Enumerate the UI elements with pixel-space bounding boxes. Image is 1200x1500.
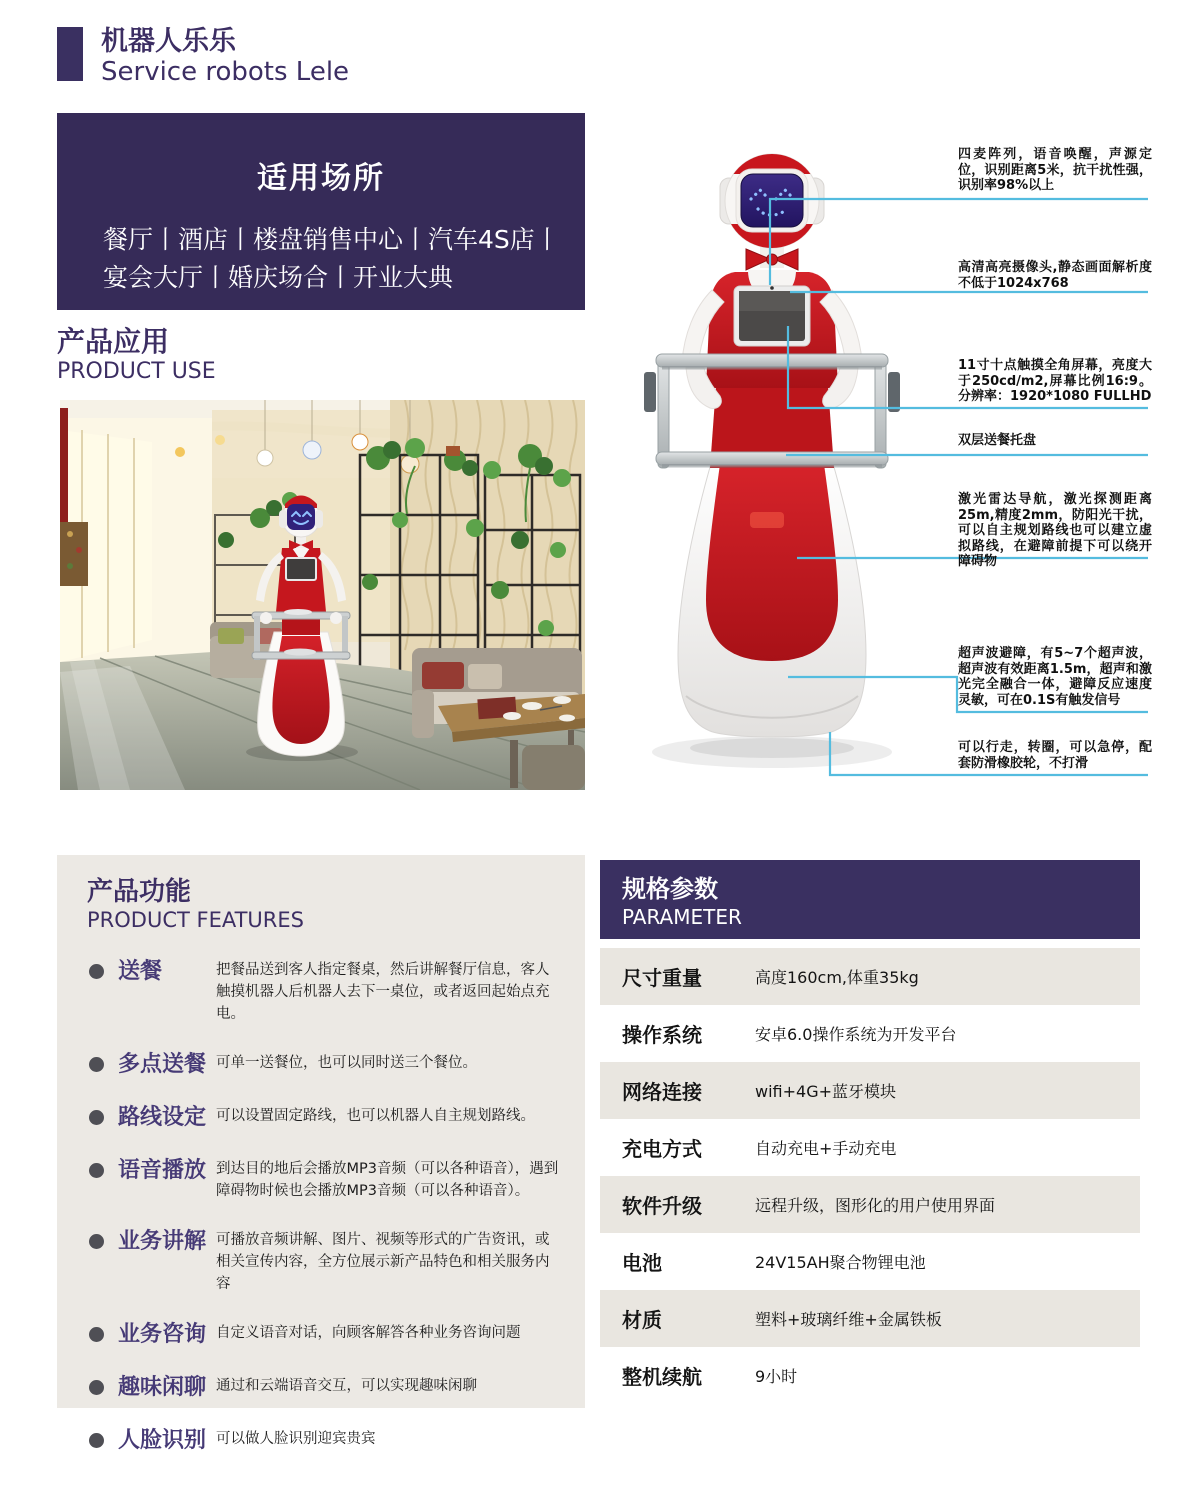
page-subtitle: Service robots Lele bbox=[101, 57, 350, 87]
param-label: 软件升级 bbox=[622, 1194, 702, 1218]
feature-item bbox=[87, 1105, 561, 1131]
table-row bbox=[600, 1233, 1140, 1290]
applicable-title: 适用场所 bbox=[257, 161, 385, 196]
parameters-title-en: PARAMETER bbox=[622, 905, 742, 929]
title-accent-bar bbox=[57, 27, 83, 81]
param-value: 远程升级，图形化的用户使用界面 bbox=[755, 1196, 996, 1215]
title-block bbox=[101, 27, 349, 87]
feature-desc: 通过和云端语音交互，可以实现趣味闲聊 bbox=[216, 1378, 477, 1394]
callout-wheels: 可以行走，转圈，可以急停，配套防滑橡胶轮，不打滑 bbox=[958, 740, 1152, 771]
feature-label: 人脸识别 bbox=[118, 1428, 207, 1453]
bullet-icon bbox=[89, 1327, 104, 1342]
feature-item bbox=[87, 1428, 561, 1454]
feature-desc: 可单一送餐位，也可以同时送三个餐位。 bbox=[216, 1055, 477, 1071]
bullet-icon bbox=[89, 964, 104, 979]
product-use-title-en: PRODUCT USE bbox=[57, 359, 216, 384]
feature-desc: 把餐品送到客人指定餐桌，然后讲解餐厅信息，客人触摸机器人后机器人去下一桌位，或者返回起始点充电。 bbox=[216, 962, 550, 1022]
feature-label: 路线设定 bbox=[118, 1105, 207, 1130]
feature-label: 送餐 bbox=[118, 959, 163, 984]
table-row bbox=[600, 1119, 1140, 1176]
bullet-icon bbox=[89, 1163, 104, 1178]
product-use-title-cn: 产品应用 bbox=[57, 325, 170, 358]
feature-desc: 自定义语音对话，向顾客解答各种业务咨询问题 bbox=[216, 1325, 521, 1341]
callout-lidar: 激光雷达导航，激光探测距离25m,精度2mm，防阳光干扰，可以自主规划路线也可以建立虚拟路线，在避障前提下可以绕开障碍物 bbox=[958, 492, 1152, 569]
feature-desc: 可以做人脸识别迎宾贵宾 bbox=[216, 1431, 376, 1447]
bullet-icon bbox=[89, 1057, 104, 1072]
param-value: 高度160cm,体重35kg bbox=[755, 968, 919, 987]
bullet-icon bbox=[89, 1433, 104, 1448]
feature-desc: 到达目的地后会播放MP3音频（可以各种语音），遇到障碍物时候也会播放MP3音频（可以各种语音）。 bbox=[216, 1161, 559, 1199]
features-title-cn: 产品功能 bbox=[87, 877, 192, 907]
callout-camera: 高清高亮摄像头,静态画面解析度不低于1024x768 bbox=[958, 260, 1152, 291]
callout-tray: 双层送餐托盘 bbox=[958, 433, 1037, 448]
applicable-list bbox=[103, 221, 585, 297]
parameters-panel bbox=[600, 860, 1140, 1404]
param-value: 安卓6.0操作系统为开发平台 bbox=[755, 1025, 957, 1044]
param-value: 24V15AH聚合物锂电池 bbox=[755, 1253, 926, 1272]
feature-item bbox=[87, 1322, 561, 1348]
callout-mic-array: 四麦阵列，语音唤醒，声源定位，识别距离5米，抗干扰性强，识别率98%以上 bbox=[958, 147, 1152, 193]
param-label: 材质 bbox=[622, 1308, 662, 1332]
feature-desc: 可以设置固定路线，也可以机器人自主规划路线。 bbox=[216, 1108, 535, 1124]
page-header bbox=[57, 27, 349, 87]
table-row bbox=[600, 948, 1140, 1005]
table-row bbox=[600, 1062, 1140, 1119]
applicable-places-box bbox=[57, 113, 585, 310]
feature-item bbox=[87, 1158, 561, 1202]
param-value: 塑料+玻璃纤维+金属铁板 bbox=[755, 1310, 942, 1329]
table-row bbox=[600, 1176, 1140, 1233]
feature-label: 业务咨询 bbox=[118, 1322, 207, 1347]
param-label: 操作系统 bbox=[622, 1023, 702, 1047]
table-row bbox=[600, 1005, 1140, 1062]
bullet-icon bbox=[89, 1234, 104, 1249]
bullet-icon bbox=[89, 1380, 104, 1395]
param-label: 整机续航 bbox=[622, 1365, 702, 1389]
param-label: 尺寸重量 bbox=[622, 966, 702, 990]
robot-illustration bbox=[600, 130, 1160, 830]
product-features-panel bbox=[57, 855, 585, 1453]
table-row bbox=[600, 1347, 1140, 1404]
bullet-icon bbox=[89, 1110, 104, 1125]
feature-item bbox=[87, 1052, 561, 1078]
callout-ultrasonic: 超声波避障，有5~7个超声波，超声波有效距离1.5m，超声和激光完全融合一体，避障反应速度灵敏，可在0.1S有触发信号 bbox=[958, 646, 1152, 708]
feature-item bbox=[87, 959, 561, 1025]
param-label: 网络连接 bbox=[622, 1080, 702, 1104]
parameters-table bbox=[600, 948, 1140, 1404]
feature-item bbox=[87, 1375, 561, 1401]
feature-desc: 可播放音频讲解、图片、视频等形式的广告资讯，或相关宣传内容，全方位展示新产品特色和相关服务内容 bbox=[216, 1232, 550, 1292]
applicable-line-2: 宴会大厅丨婚庆场合丨开业大典 bbox=[103, 263, 454, 292]
parameters-header bbox=[600, 860, 1140, 939]
param-value: 自动充电+手动充电 bbox=[755, 1139, 897, 1158]
feature-label: 业务讲解 bbox=[118, 1229, 207, 1254]
feature-item bbox=[87, 1229, 561, 1295]
product-use-heading bbox=[57, 326, 216, 386]
callout-screen: 11寸十点触摸全角屏幕，亮度大于250cd/m2,屏幕比例16:9。分辨率：1920*1080 FULLHD bbox=[958, 358, 1152, 404]
features-title-en: PRODUCT FEATURES bbox=[87, 908, 304, 932]
param-label: 电池 bbox=[622, 1251, 662, 1275]
feature-label: 语音播放 bbox=[118, 1158, 207, 1183]
feature-label: 趣味闲聊 bbox=[118, 1375, 207, 1400]
restaurant-photo bbox=[60, 400, 585, 790]
param-value: wifi+4G+蓝牙模块 bbox=[755, 1082, 897, 1101]
param-label: 充电方式 bbox=[622, 1137, 702, 1161]
parameters-title-cn: 规格参数 bbox=[622, 875, 718, 903]
applicable-line-1: 餐厅丨酒店丨楼盘销售中心丨汽车4S店丨 bbox=[103, 225, 560, 254]
feature-label: 多点送餐 bbox=[118, 1052, 207, 1077]
param-value: 9小时 bbox=[755, 1367, 798, 1386]
table-row bbox=[600, 1290, 1140, 1347]
page-title: 机器人乐乐 bbox=[101, 26, 236, 57]
